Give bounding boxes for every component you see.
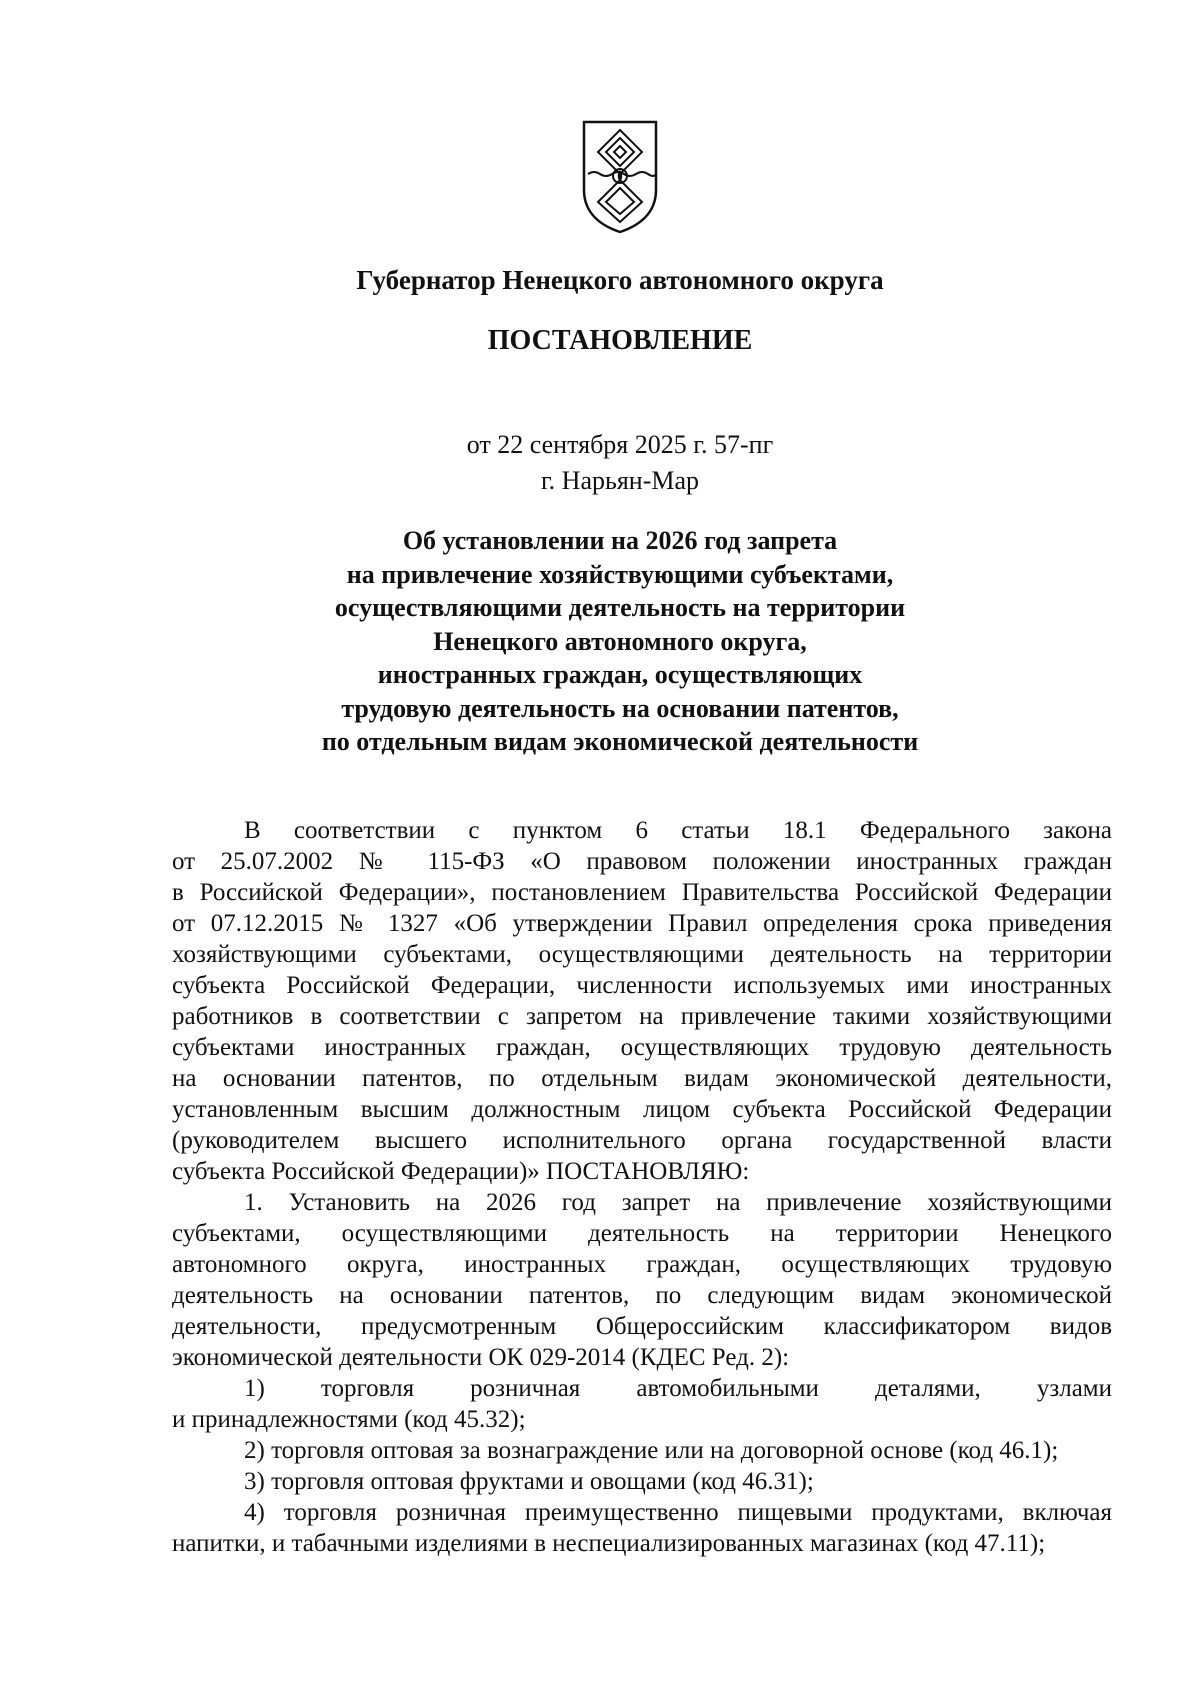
title-line: трудовую деятельность на основании патентов,: [341, 693, 899, 723]
subitem-2: [172, 1435, 1112, 1466]
coat-of-arms-emblem: [580, 118, 660, 234]
body-line: деятельности, предусмотренным Общероссийским классификатором видов: [172, 1313, 1112, 1340]
document-body: [172, 815, 1112, 1559]
body-line: 4) торговля розничная преимущественно пищевыми продуктами, включая: [244, 1499, 1112, 1526]
body-line: субъекта Российской Федерации, численности используемых ими иностранных: [172, 972, 1112, 999]
title-line: Ненецкого автономного округа,: [433, 626, 807, 656]
document-type-heading: ПОСТАНОВЛЕНИЕ: [487, 325, 753, 356]
body-line: автономного округа, иностранных граждан, осуществляющих трудовую: [172, 1251, 1112, 1278]
document-title: [0, 524, 1200, 759]
title-line: по отдельным видам экономической деятельности: [321, 727, 919, 756]
body-line: установленным высшим должностным лицом субъекта Российской Федерации: [172, 1096, 1112, 1123]
city: г. Нарьян-Мар: [540, 466, 700, 495]
title-line: на привлечение хозяйствующими субъектами,: [346, 559, 894, 589]
body-line: на основании патентов, по отдельным видам экономической деятельности,: [172, 1065, 1112, 1092]
body-line: В соответствии с пунктом 6 статьи 18.1 Федерального закона: [244, 817, 1112, 844]
title-line: иностранных граждан, осуществляющих: [377, 660, 863, 689]
date-and-number: от 22 сентября 2025 г. 57-пг: [466, 430, 774, 459]
issuer-heading: Губернатор Ненецкого автономного округа: [356, 265, 884, 295]
body-line: 2) торговля оптовая за вознаграждение или на договорной основе (код 46.1);: [244, 1437, 1059, 1464]
body-line: хозяйствующими субъектами, осуществляющими деятельность на территории: [172, 941, 1112, 968]
body-line: (руководителем высшего исполнительного органа государственной власти: [172, 1127, 1112, 1154]
body-line: деятельность на основании патентов, по следующим видам экономической: [172, 1282, 1112, 1309]
item-1-paragraph: [172, 1187, 1112, 1373]
body-line: 1) торговля розничная автомобильными деталями, узлами: [244, 1375, 1112, 1402]
body-line: 1. Установить на 2026 год запрет на привлечение хозяйствующими: [244, 1189, 1112, 1216]
body-line: в Российской Федерации», постановлением Правительства Российской Федерации: [172, 879, 1112, 906]
subitem-3: [172, 1466, 1112, 1497]
body-line: экономической деятельности ОК 029-2014 (КДЕС Ред. 2):: [172, 1344, 790, 1371]
title-line: Об установлении на 2026 год запрета: [402, 526, 838, 555]
subitem-1: [172, 1373, 1112, 1435]
subitem-4: [172, 1497, 1112, 1559]
body-line: от 07.12.2015 № 1327 «Об утверждении Правил определения срока приведения: [172, 910, 1112, 937]
title-line: осуществляющими деятельность на территории: [334, 593, 906, 622]
body-line: напитки, и табачными изделиями в неспециализированных магазинах (код 47.11);: [172, 1530, 1046, 1557]
body-line: субъекта Российской Федерации)» ПОСТАНОВЛЯЮ:: [172, 1158, 750, 1185]
preamble-paragraph: [172, 815, 1112, 1187]
body-line: субъектами иностранных граждан, осуществляющих трудовую деятельность: [172, 1034, 1112, 1061]
body-line: субъектами, осуществляющими деятельность на территории Ненецкого: [172, 1220, 1112, 1247]
body-line: от 25.07.2002 № 115-ФЗ «О правовом положении иностранных граждан: [172, 848, 1112, 875]
body-line: и принадлежностями (код 45.32);: [172, 1406, 526, 1433]
body-line: работников в соответствии с запретом на привлечение такими хозяйствующими: [172, 1003, 1112, 1030]
body-line: 3) торговля оптовая фруктами и овощами (код 46.31);: [244, 1468, 814, 1495]
